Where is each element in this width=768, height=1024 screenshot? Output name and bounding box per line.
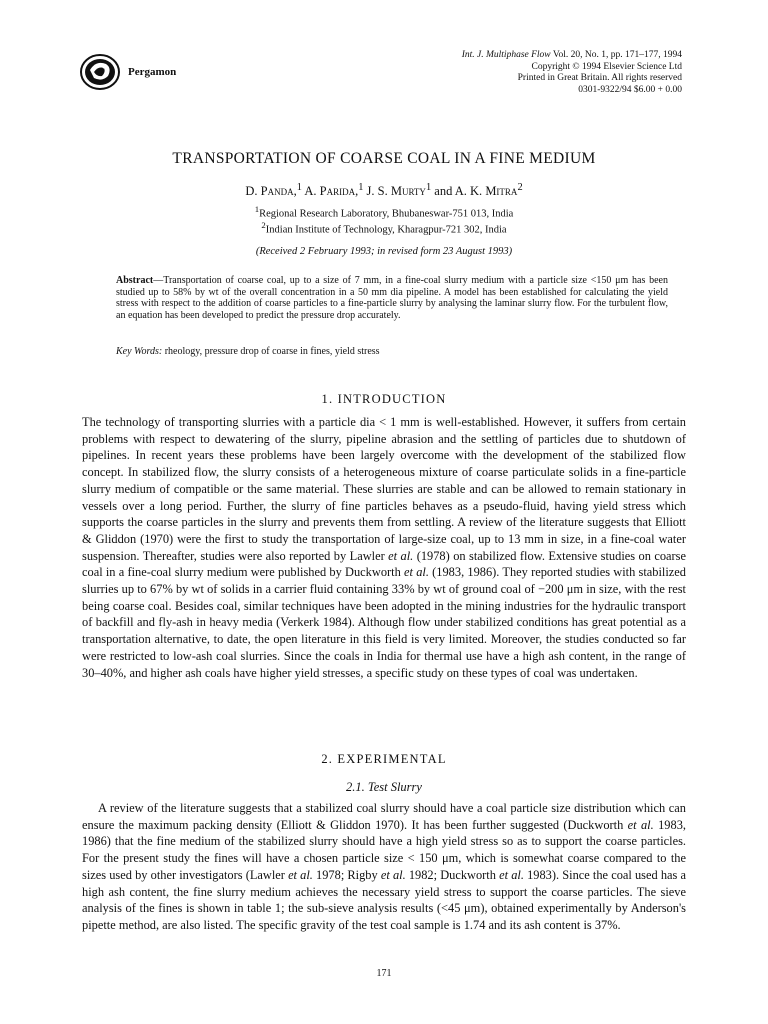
keywords-text: rheology, pressure drop of coarse in fines, yield stress <box>162 346 380 357</box>
text-italic: et al. <box>404 565 429 580</box>
author-affil-mark: 1 <box>296 182 302 193</box>
section-heading-introduction: 1. INTRODUCTION <box>321 392 447 406</box>
publisher-name: Pergamon <box>128 66 177 78</box>
keywords-label: Key Words: <box>116 346 163 357</box>
abstract-label: Abstract <box>116 275 154 286</box>
text-italic: et al. <box>499 867 524 882</box>
printed-line: Printed in Great Britain. All rights reserved <box>517 73 682 83</box>
text-run: 1983, 1986) that the fine medium of the stabilized slurry should have a high yield stress so as to support the coarse particles. For the present study the fines will have a chosen particle size < 150 μm, which is somewhat coarse compared to the sizes used by other investigators (Lawler <box>82 817 686 882</box>
subsection-heading-test-slurry: 2.1. Test Slurry <box>346 780 422 794</box>
author-conjunction: and <box>431 184 455 199</box>
affiliation-1 <box>0 204 768 220</box>
author-name: Murty <box>390 184 426 199</box>
text-run: A review of the literature suggests that a stabilized coal slurry should have a coal particle size distribution which can ensure the maximum packing density (Elliott & Gliddon 1970). It has been further suggested (Duckworth <box>82 801 686 832</box>
author-name: Mitra <box>485 184 518 199</box>
author-name: Panda, <box>260 184 297 199</box>
keywords <box>116 346 668 357</box>
affiliation-2 <box>0 220 768 236</box>
section-heading-experimental: 2. EXPERIMENTAL <box>321 752 447 766</box>
author-initials: A. <box>301 184 320 199</box>
experimental-body <box>82 800 686 934</box>
text-italic: et al. <box>380 867 406 882</box>
affil-mark: 2 <box>261 220 266 230</box>
author-affil-mark: 1 <box>358 182 364 193</box>
text-run: The technology of transporting slurries with a particle dia < 1 mm is well-established. However, it suffers from certain problems with respect to dewatering of the slurry, pipeline abrasion and the settling of particles due to shutdown of pipelines. In recent years these problems have been largely overcome with the development of the stabilized flow concept. In stabilized flow, the slurry consists of a heterogeneous mixture of coarse particulate solids in a fine-particle slurry medium of compatible or the same material. These slurries are stable and can be allowed to remain stationary in vessels over a long period. Further, the slurry of fine particles behaves as a pseudo-fluid, having yield stress which supports the coarse particles in the slurry and prevents them from settling. A review of the literature suggests that Elliott & Gliddon (1970) were the first to study the transportation of large-size coal, up to 13 mm in size, in a fine-coal water suspension. Thereafter, studies were also reported by Lawler <box>82 415 686 563</box>
journal-info <box>462 50 682 96</box>
author-initials: A. K. <box>454 184 486 199</box>
abstract-text: —Transportation of coarse coal, up to a size of 7 mm, in a fine-coal slurry medium with a particle size <150 μm has been studied up to 58% by wt of the overall concentration in a 50 mm dia pipeline. A model has been established for calculating the yield stress with respect to the addition of coarse particles to a fine-particle slurry by analysing the laminar slurry flow. For the turbulent flow, an equation has been developed to predict the pressure drop accurately. <box>116 275 668 321</box>
author-initials: J. S. <box>363 184 391 199</box>
journal-name: Int. J. Multiphase Flow <box>461 50 551 60</box>
received-dates: (Received 2 February 1993; in revised form 23 August 1993) <box>255 246 513 257</box>
author-initials: D. <box>245 184 261 199</box>
text-italic: et al. <box>627 817 654 832</box>
introduction-body <box>82 414 686 681</box>
text-italic: et al. <box>388 548 414 563</box>
paragraph <box>82 800 686 934</box>
journal-details: Vol. 20, No. 1, pp. 171–177, 1994 <box>552 50 682 60</box>
affil-text: Indian Institute of Technology, Kharagpur-721 302, India <box>265 224 507 236</box>
text-run: 1978; Rigby <box>312 867 381 882</box>
text-run: (1983, 1986). They reported studies with stabilized slurries up to 67% by wt of solids in a carrier fluid containing 33% by wt of ground coal of −200 μm in size, with the rest being coarse coal. Besides coal, similar techniques have been adopted in the mining industries for the hydraulic transport of backfill and fly-ash in heavy media (Verkerk 1984). Although flow under stabilized conditions has great potential as a transportation alternative, to date, the open literature in this field is very limited. Moreover, the studies conducted so far were restricted to low-ash coal slurries. Since the coals in India for thermal use have a high ash content, in the range of 30–40%, and higher ash coals have higher yield stresses, a specific study on these types of coal was undertaken. <box>82 565 687 680</box>
affil-mark: 1 <box>254 204 260 214</box>
abstract <box>116 275 668 321</box>
text-run: 1982; Duckworth <box>405 867 500 882</box>
author-affil-mark: 2 <box>517 182 523 193</box>
author-list <box>0 182 768 199</box>
author-affil-mark: 1 <box>425 182 432 193</box>
paper-title: TRANSPORTATION OF COARSE COAL IN A FINE MEDIUM <box>172 150 596 167</box>
author-name: Parida, <box>319 184 359 199</box>
page-header <box>0 0 768 110</box>
text-italic: et al. <box>288 867 313 882</box>
affil-text: Regional Research Laboratory, Bhubaneswar-751 013, India <box>259 208 514 220</box>
text-run: (1978) on stabilized flow. Extensive studies on coarse coal in a fine-coal slurry medium were published by Duckworth <box>82 548 686 580</box>
issn-code: 0301-9322/94 $6.00 + 0.00 <box>578 84 682 95</box>
page-number: 171 <box>376 968 392 979</box>
copyright-line: Copyright © 1994 Elsevier Science Ltd <box>531 61 682 72</box>
text-run: 1983). Since the coal used has a high ash content, the fine slurry medium achieves the necessary yield stress to support the coarse particles. The sieve analysis of the fines is shown in table 1; the sub-sieve analysis results (<45 μm), obtained experimentally by Anderson's pipette method, are also listed. The specific gravity of the test coal sample is 1.74 and its ash content is 37%. <box>82 867 687 932</box>
paragraph <box>82 414 686 681</box>
